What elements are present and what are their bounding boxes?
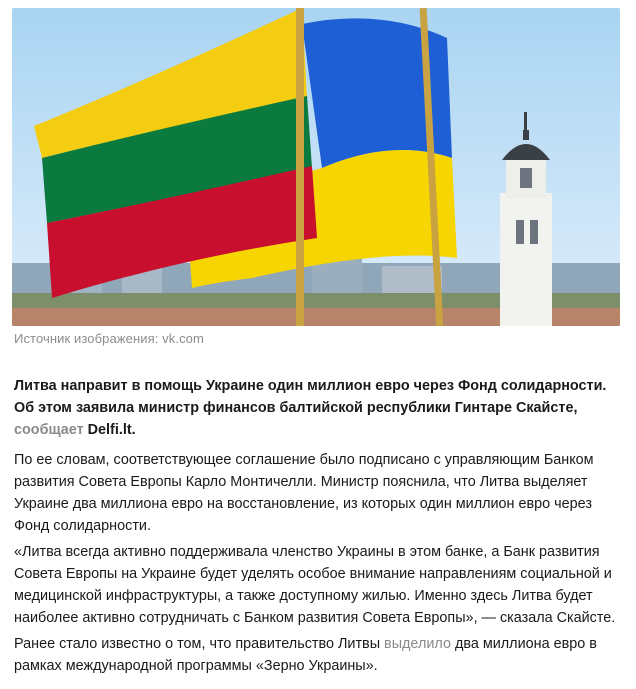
lead-text: Литва направит в помощь Украине один миллион евро через Фонд солидарности. Об этом заявила министр финансов балтийской республики Гинтаре Скайсте, — [14, 378, 607, 416]
source-name: Delfi.lt. — [87, 422, 136, 438]
reports-link[interactable]: сообщает — [14, 422, 84, 438]
image-caption: Источник изображения: vk.com — [14, 331, 204, 346]
allocated-link[interactable]: выделило — [384, 636, 451, 652]
article-image — [12, 8, 620, 326]
flags-illustration — [12, 8, 620, 326]
paragraph-3-text-after: два миллиона евро в рамках международной программы «Зерно Украины». — [14, 636, 597, 674]
paragraph-3 — [14, 633, 620, 677]
lead-paragraph — [14, 375, 620, 441]
paragraph-3-text-before: Ранее стало известно о том, что правительство Литвы — [14, 636, 385, 652]
paragraph-2: «Литва всегда активно поддерживала членство Украины в этом банке, а Банк развития Совета Европы на Украине будет уделять особое внимание направлениям социальной и медицинской инфраструктуры, а также доступному жилью. Именно здесь Литва будет наиболее активно сотрудничать с Банком развития Совета Европы», — сказала Скайсте. — [14, 544, 616, 626]
paragraph-1: По ее словам, соответствующее соглашение было подписано с управляющим Банком развития Совета Европы Карло Монтичелли. Министр пояснила, что Литва выделяет Украине два миллиона евро на восстановление, из которых один миллион евро через Фонд солидарности. — [14, 452, 594, 534]
